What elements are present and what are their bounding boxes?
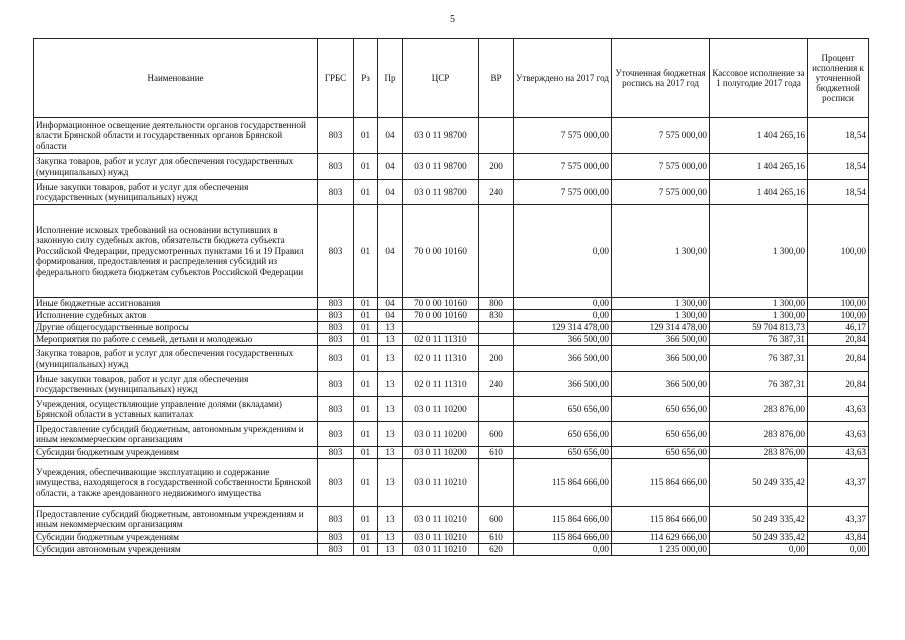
cell-grbs: 803 — [318, 154, 354, 180]
cell-rz: 01 — [354, 310, 378, 322]
header-percent: Процент исполнения к уточненной бюджетной росписи — [808, 39, 869, 118]
cell-approved: 129 314 478,00 — [514, 322, 612, 334]
cell-rz: 01 — [354, 459, 378, 507]
cell-pr: 13 — [378, 346, 403, 372]
cell-csr: 03 0 11 98700 — [403, 154, 479, 180]
cell-pr: 13 — [378, 507, 403, 532]
cell-percent: 20,84 — [808, 346, 869, 372]
cell-approved: 0,00 — [514, 544, 612, 556]
cell-approved: 7 575 000,00 — [514, 118, 612, 154]
cell-pr: 13 — [378, 459, 403, 507]
cell-percent: 43,63 — [808, 422, 869, 447]
cell-pr: 04 — [378, 310, 403, 322]
cell-rz: 01 — [354, 205, 378, 298]
cell-name: Иные бюджетные ассигнования — [34, 298, 318, 310]
cell-revised: 650 656,00 — [612, 422, 710, 447]
cell-approved: 0,00 — [514, 205, 612, 298]
table-row — [34, 298, 869, 310]
cell-pr: 13 — [378, 544, 403, 556]
cell-name: Предоставление субсидий бюджетным, автономным учреждениям и иным некоммерческим организациям — [34, 422, 318, 447]
cell-rz: 01 — [354, 298, 378, 310]
cell-pr: 13 — [378, 532, 403, 544]
cell-approved: 366 500,00 — [514, 372, 612, 397]
cell-vr: 200 — [479, 346, 514, 372]
cell-cash: 76 387,31 — [710, 346, 808, 372]
table-row — [34, 118, 869, 154]
table-row — [34, 507, 869, 532]
cell-revised: 1 300,00 — [612, 298, 710, 310]
cell-approved: 650 656,00 — [514, 447, 612, 459]
cell-vr — [479, 322, 514, 334]
cell-percent: 43,84 — [808, 532, 869, 544]
header-revised: Уточненная бюджетная роспись на 2017 год — [612, 39, 710, 118]
header-pr: Пр — [378, 39, 403, 118]
cell-revised: 115 864 666,00 — [612, 459, 710, 507]
cell-pr: 13 — [378, 334, 403, 346]
cell-percent: 20,84 — [808, 334, 869, 346]
cell-name: Учреждения, обеспечивающие эксплуатацию и содержание имущества, находящегося в государственной собственности Брянской области, а также арендованного недвижимого имущества — [34, 459, 318, 507]
cell-vr — [479, 334, 514, 346]
cell-csr: 03 0 11 10210 — [403, 532, 479, 544]
table-row — [34, 205, 869, 298]
cell-name: Учреждения, осуществляющие управление долями (вкладами) Брянской области в уставных капиталах — [34, 397, 318, 422]
cell-approved: 650 656,00 — [514, 397, 612, 422]
cell-vr: 830 — [479, 310, 514, 322]
cell-cash: 1 300,00 — [710, 310, 808, 322]
cell-rz: 01 — [354, 447, 378, 459]
cell-revised: 115 864 666,00 — [612, 507, 710, 532]
cell-percent: 43,37 — [808, 459, 869, 507]
cell-grbs: 803 — [318, 346, 354, 372]
cell-name: Субсидии бюджетным учреждениям — [34, 447, 318, 459]
cell-cash: 59 704 813,73 — [710, 322, 808, 334]
cell-revised: 7 575 000,00 — [612, 154, 710, 180]
cell-cash: 283 876,00 — [710, 447, 808, 459]
cell-rz: 01 — [354, 118, 378, 154]
page-number: 5 — [450, 14, 455, 25]
cell-cash: 1 404 265,16 — [710, 154, 808, 180]
cell-pr: 13 — [378, 422, 403, 447]
cell-percent: 46,17 — [808, 322, 869, 334]
table-row — [34, 459, 869, 507]
cell-name: Субсидии бюджетным учреждениям — [34, 532, 318, 544]
cell-revised: 366 500,00 — [612, 346, 710, 372]
cell-rz: 01 — [354, 372, 378, 397]
cell-revised: 366 500,00 — [612, 372, 710, 397]
cell-pr: 04 — [378, 118, 403, 154]
cell-name: Исполнение исковых требований на основании вступивших в законную силу судебных актов, обязательств бюджета субъекта Российской Федерации, предусмотренных пунктами 16 и 19 Правил формирования, предоставления и распределения субсидий из федерального бюджета бюджетам субъектов Российской Федерации — [34, 205, 318, 298]
table-row — [34, 447, 869, 459]
header-grbs: ГРБС — [318, 39, 354, 118]
cell-approved: 366 500,00 — [514, 334, 612, 346]
header-rz: Рз — [354, 39, 378, 118]
cell-csr: 03 0 11 98700 — [403, 118, 479, 154]
cell-percent: 100,00 — [808, 298, 869, 310]
cell-csr: 02 0 11 11310 — [403, 334, 479, 346]
cell-csr: 03 0 11 10210 — [403, 459, 479, 507]
cell-vr: 240 — [479, 372, 514, 397]
cell-revised: 7 575 000,00 — [612, 180, 710, 205]
cell-pr: 13 — [378, 322, 403, 334]
cell-percent: 18,54 — [808, 180, 869, 205]
cell-grbs: 803 — [318, 310, 354, 322]
table-header-row — [34, 39, 869, 118]
cell-grbs: 803 — [318, 532, 354, 544]
cell-grbs: 803 — [318, 544, 354, 556]
cell-rz: 01 — [354, 507, 378, 532]
cell-cash: 1 404 265,16 — [710, 118, 808, 154]
cell-grbs: 803 — [318, 459, 354, 507]
cell-revised: 366 500,00 — [612, 334, 710, 346]
header-approved: Утверждено на 2017 год — [514, 39, 612, 118]
cell-cash: 1 300,00 — [710, 298, 808, 310]
cell-rz: 01 — [354, 397, 378, 422]
cell-name: Предоставление субсидий бюджетным, автономным учреждениям и иным некоммерческим организациям — [34, 507, 318, 532]
cell-name: Информационное освещение деятельности органов государственной власти Брянской области и государственных органов Брянской области — [34, 118, 318, 154]
cell-grbs: 803 — [318, 422, 354, 447]
cell-percent: 18,54 — [808, 118, 869, 154]
cell-cash: 283 876,00 — [710, 422, 808, 447]
cell-revised: 1 300,00 — [612, 310, 710, 322]
cell-csr: 02 0 11 11310 — [403, 346, 479, 372]
cell-csr: 03 0 11 98700 — [403, 180, 479, 205]
cell-csr: 02 0 11 11310 — [403, 372, 479, 397]
cell-csr — [403, 322, 479, 334]
cell-percent: 43,63 — [808, 397, 869, 422]
cell-grbs: 803 — [318, 322, 354, 334]
cell-vr: 610 — [479, 447, 514, 459]
cell-grbs: 803 — [318, 372, 354, 397]
cell-percent: 18,54 — [808, 154, 869, 180]
cell-csr: 70 0 00 10160 — [403, 310, 479, 322]
cell-name: Исполнение судебных актов — [34, 310, 318, 322]
cell-name: Закупка товаров, работ и услуг для обеспечения государственных (муниципальных) нужд — [34, 346, 318, 372]
cell-name: Мероприятия по работе с семьей, детьми и молодежью — [34, 334, 318, 346]
table-row — [34, 346, 869, 372]
cell-csr: 03 0 11 10200 — [403, 397, 479, 422]
cell-revised: 129 314 478,00 — [612, 322, 710, 334]
cell-approved: 0,00 — [514, 310, 612, 322]
cell-cash: 0,00 — [710, 544, 808, 556]
cell-pr: 04 — [378, 180, 403, 205]
cell-name: Субсидии автономным учреждениям — [34, 544, 318, 556]
header-csr: ЦСР — [403, 39, 479, 118]
cell-vr — [479, 397, 514, 422]
cell-percent: 0,00 — [808, 544, 869, 556]
cell-grbs: 803 — [318, 205, 354, 298]
cell-grbs: 803 — [318, 298, 354, 310]
cell-cash: 283 876,00 — [710, 397, 808, 422]
header-cash: Кассовое исполнение за 1 полугодие 2017 года — [710, 39, 808, 118]
cell-percent: 20,84 — [808, 372, 869, 397]
cell-pr: 13 — [378, 447, 403, 459]
cell-name: Закупка товаров, работ и услуг для обеспечения государственных (муниципальных) нужд — [34, 154, 318, 180]
cell-rz: 01 — [354, 322, 378, 334]
cell-csr: 03 0 11 10200 — [403, 422, 479, 447]
cell-approved: 7 575 000,00 — [514, 154, 612, 180]
cell-vr: 610 — [479, 532, 514, 544]
cell-rz: 01 — [354, 346, 378, 372]
cell-vr: 200 — [479, 154, 514, 180]
table-row — [34, 322, 869, 334]
table-row — [34, 372, 869, 397]
header-vr: ВР — [479, 39, 514, 118]
cell-pr: 04 — [378, 154, 403, 180]
table-row — [34, 544, 869, 556]
cell-revised: 7 575 000,00 — [612, 118, 710, 154]
cell-pr: 13 — [378, 372, 403, 397]
cell-revised: 1 235 000,00 — [612, 544, 710, 556]
cell-cash: 76 387,31 — [710, 372, 808, 397]
cell-grbs: 803 — [318, 397, 354, 422]
cell-vr — [479, 205, 514, 298]
cell-approved: 115 864 666,00 — [514, 459, 612, 507]
cell-csr: 03 0 11 10210 — [403, 507, 479, 532]
cell-csr: 03 0 11 10200 — [403, 447, 479, 459]
cell-vr — [479, 459, 514, 507]
cell-vr: 240 — [479, 180, 514, 205]
cell-grbs: 803 — [318, 180, 354, 205]
table-row — [34, 422, 869, 447]
cell-name: Иные закупки товаров, работ и услуг для обеспечения государственных (муниципальных) нужд — [34, 180, 318, 205]
cell-percent: 100,00 — [808, 205, 869, 298]
cell-revised: 114 629 666,00 — [612, 532, 710, 544]
cell-revised: 650 656,00 — [612, 447, 710, 459]
table-row — [34, 180, 869, 205]
cell-approved: 366 500,00 — [514, 346, 612, 372]
table-row — [34, 334, 869, 346]
cell-approved: 115 864 666,00 — [514, 507, 612, 532]
cell-rz: 01 — [354, 544, 378, 556]
cell-approved: 7 575 000,00 — [514, 180, 612, 205]
cell-name: Другие общегосударственные вопросы — [34, 322, 318, 334]
cell-cash: 50 249 335,42 — [710, 459, 808, 507]
cell-grbs: 803 — [318, 118, 354, 154]
cell-name: Иные закупки товаров, работ и услуг для обеспечения государственных (муниципальных) нужд — [34, 372, 318, 397]
cell-vr: 600 — [479, 422, 514, 447]
cell-approved: 115 864 666,00 — [514, 532, 612, 544]
cell-pr: 04 — [378, 205, 403, 298]
cell-vr — [479, 118, 514, 154]
cell-csr: 70 0 00 10160 — [403, 298, 479, 310]
cell-csr: 70 0 00 10160 — [403, 205, 479, 298]
cell-rz: 01 — [354, 334, 378, 346]
budget-execution-table — [33, 38, 869, 556]
cell-approved: 0,00 — [514, 298, 612, 310]
cell-vr: 620 — [479, 544, 514, 556]
cell-cash: 50 249 335,42 — [710, 507, 808, 532]
cell-rz: 01 — [354, 532, 378, 544]
cell-cash: 76 387,31 — [710, 334, 808, 346]
table-row — [34, 532, 869, 544]
table-row — [34, 310, 869, 322]
cell-cash: 1 404 265,16 — [710, 180, 808, 205]
cell-grbs: 803 — [318, 334, 354, 346]
cell-cash: 1 300,00 — [710, 205, 808, 298]
cell-approved: 650 656,00 — [514, 422, 612, 447]
table-row — [34, 154, 869, 180]
header-name: Наименование — [34, 39, 318, 118]
cell-revised: 650 656,00 — [612, 397, 710, 422]
cell-grbs: 803 — [318, 447, 354, 459]
cell-pr: 13 — [378, 397, 403, 422]
cell-csr: 03 0 11 10210 — [403, 544, 479, 556]
cell-revised: 1 300,00 — [612, 205, 710, 298]
cell-rz: 01 — [354, 154, 378, 180]
cell-vr: 600 — [479, 507, 514, 532]
cell-percent: 43,63 — [808, 447, 869, 459]
table-row — [34, 397, 869, 422]
cell-cash: 50 249 335,42 — [710, 532, 808, 544]
cell-grbs: 803 — [318, 507, 354, 532]
cell-rz: 01 — [354, 422, 378, 447]
cell-rz: 01 — [354, 180, 378, 205]
cell-percent: 100,00 — [808, 310, 869, 322]
cell-pr: 04 — [378, 298, 403, 310]
cell-vr: 800 — [479, 298, 514, 310]
cell-percent: 43,37 — [808, 507, 869, 532]
